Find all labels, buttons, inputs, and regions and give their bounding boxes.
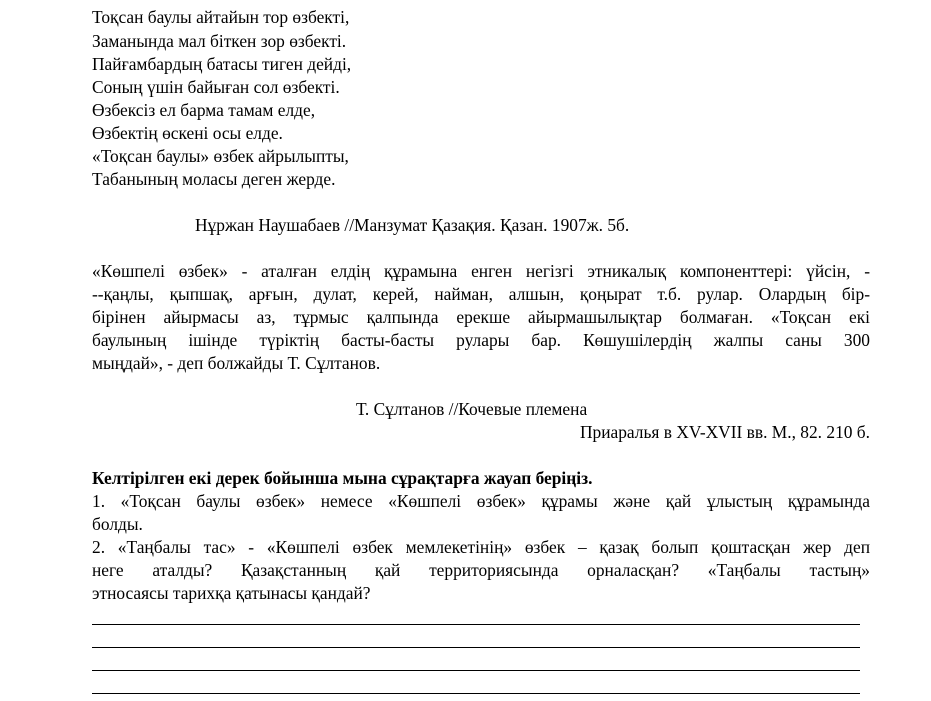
- answer-line[interactable]: [92, 693, 860, 694]
- passage-line: «Көшпелі өзбек» - аталған елдің құрамына енген негізгі этникалық компоненттері: үйсін, -: [92, 261, 870, 281]
- question-2-line: 2. «Таңбалы тас» - «Көшпелі өзбек мемлекетінің» өзбек – қазақ болып қоштасқан жер деп: [92, 537, 870, 557]
- passage-line: мыңдай», - деп болжайды Т. Сұлтанов.: [92, 353, 381, 373]
- question-1-line: 1. «Тоқсан баулы өзбек» немесе «Көшпелі өзбек» құрамы және қай ұлыстың құрамында: [92, 491, 870, 511]
- task-heading: Келтірілген екі дерек бойынша мына сұрақтарға жауап беріңіз.: [92, 468, 593, 488]
- poem-line: Өзбектің өскені осы елде.: [92, 123, 283, 143]
- poem-citation: Нұржан Наушабаев //Манзумат Қазақия. Қазан. 1907ж. 5б.: [195, 215, 630, 235]
- answer-line[interactable]: [92, 624, 860, 625]
- poem-line: Соның үшін байыған сол өзбекті.: [92, 77, 340, 97]
- poem-line: Пайғамбардың батасы тиген дейді,: [92, 54, 352, 74]
- poem-line: Табанының моласы деген жерде.: [92, 169, 336, 189]
- passage-line: баулының ішінде түріктің басты-басты рулары бар. Көшушілердің жалпы саны 300: [92, 330, 870, 350]
- answer-line[interactable]: [92, 670, 860, 671]
- answer-line[interactable]: [92, 647, 860, 648]
- passage-citation-line2: Приаралья в XV-XVII вв. М., 82. 210 б.: [579, 422, 870, 442]
- question-2-line: неге аталды? Қазақстанның қай территориясында орналасқан? «Таңбалы тастың»: [92, 560, 870, 580]
- poem-line: Өзбексіз ел барма тамам елде,: [92, 100, 316, 120]
- passage-line: бірінен айырмасы аз, тұрмыс қалпында ерекше айырмашылықтар болмаған. «Тоқсан екі: [92, 307, 870, 327]
- question-2-line: этносаясы тарихқа қатынасы қандай?: [92, 583, 371, 603]
- passage-citation-line1: Т. Сұлтанов //Кочевые племена: [356, 399, 588, 419]
- poem-line: «Тоқсан баулы» өзбек айрылыпты,: [92, 146, 349, 166]
- question-1-line: болды.: [92, 514, 143, 534]
- passage-line: --қаңлы, қыпшақ, арғын, дулат, керей, найман, алшын, қоңырат т.б. рулар. Олардың бір-: [92, 284, 870, 304]
- poem-line: Заманында мал біткен зор өзбекті.: [92, 31, 347, 51]
- poem-line: Тоқсан баулы айтайын тор өзбекті,: [92, 7, 350, 27]
